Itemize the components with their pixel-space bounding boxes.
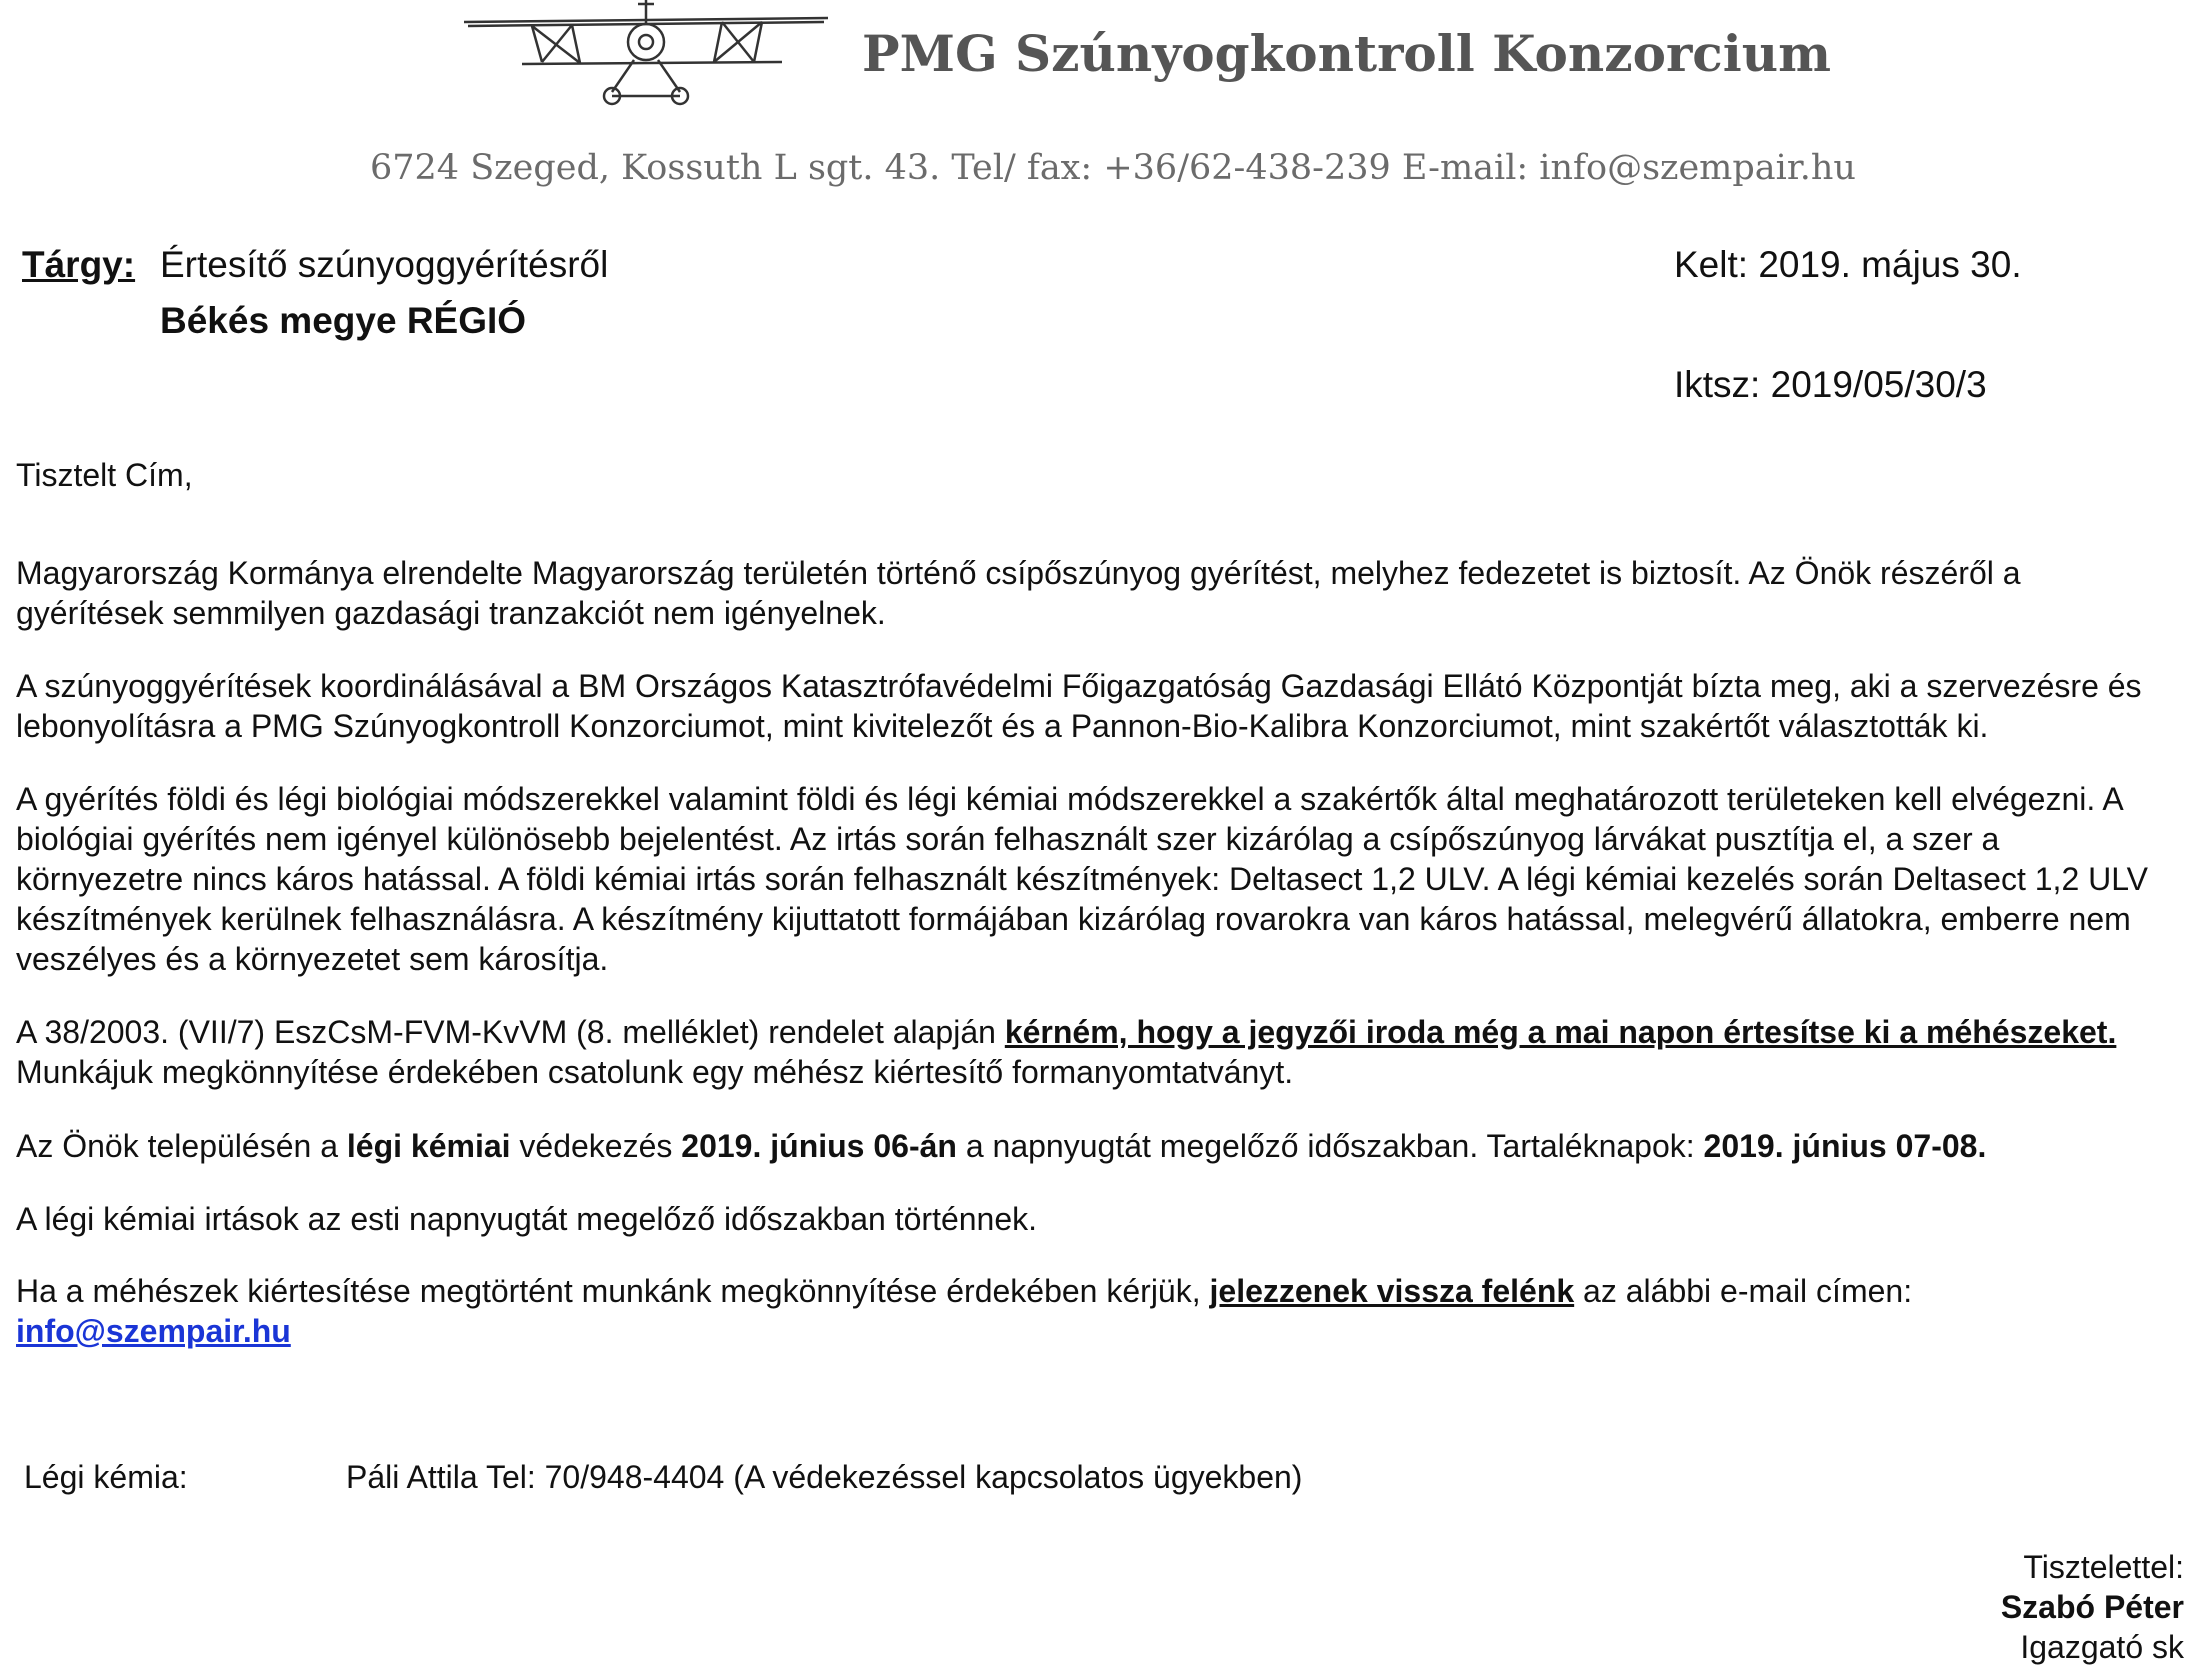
paragraph-4-text: A 38/2003. (VII/7) EszCsM-FVM-KvVM (8. melléklet) rendelet alapján: [16, 1014, 1005, 1050]
paragraph-4-emphasis: kérném, hogy a jegyzői iroda még a mai napon értesítse ki a méhészeket.: [1004, 1014, 2117, 1050]
paragraph-5: [16, 1126, 2166, 1166]
paragraph-5-text: Az Önök településén a: [16, 1128, 347, 1164]
paragraph-6: A légi kémiai irtások az esti napnyugtát megelőző időszakban történnek.: [16, 1201, 1038, 1237]
reference-number: Iktsz: 2019/05/30/3: [1674, 364, 1987, 405]
paragraph-7: [16, 1271, 2166, 1351]
signer-title: Igazgató sk: [2020, 1629, 2184, 1665]
contact-label: Légi kémia:: [24, 1459, 188, 1495]
signature-block: [2001, 1547, 2184, 1667]
paragraph-4-text-end: Munkájuk megkönnyítése érdekében csatolunk egy méhész kiértesítő formanyomtatványt.: [16, 1054, 1294, 1090]
subject-text: Értesítő szúnyoggyérítésről: [160, 244, 609, 285]
signer-name: Szabó Péter: [2000, 1589, 2184, 1625]
salutation: Tisztelt Cím,: [16, 457, 193, 493]
reserve-dates: 2019. június 07-08.: [1703, 1128, 1987, 1164]
paragraph-5-text-3: a napnyugtát megelőző időszakban. Tartaléknapok:: [956, 1128, 1704, 1164]
issue-date: Kelt: 2019. május 30.: [1674, 244, 2022, 285]
paragraph-7-text: Ha a méhészek kiértesítése megtörtént munkánk megkönnyítése érdekében kérjük,: [16, 1273, 1210, 1309]
biplane-icon: [462, 0, 830, 106]
method-emphasis: légi kémiai: [346, 1128, 511, 1164]
feedback-emphasis: jelezzenek vissza felénk: [1209, 1273, 1575, 1309]
company-name: PMG Szúnyogkontroll Konzorcium: [862, 24, 1831, 83]
paragraph-5-text-2: védekezés: [510, 1128, 682, 1164]
company-address: 6724 Szeged, Kossuth L sgt. 43. Tel/ fax: +36/62-438-239 E-mail: info@szempair.hu: [370, 148, 1856, 188]
email-link[interactable]: info@szempair.hu: [16, 1313, 291, 1349]
paragraph-7-text-end: az alábbi e-mail címen:: [1574, 1273, 1913, 1309]
region-title: Békés megye RÉGIÓ: [160, 300, 527, 341]
paragraph-3: A gyérítés földi és légi biológiai módszerekkel valamint földi és légi kémiai módszerekkel a szakértők által meghatározott területeken kell elvégezni. A biológiai gyérítés nem igényel különösebb bejelentést. Az irtás során felhasznált szer kizárólag a csípőszúnyog lárvákat pusztítja el, a szer a környezetre nincs káros hatással. A földi kémiai irtás során felhasznált készítmények: Deltasect 1,2 ULV. A légi kémiai kezelés során Deltasect 1,2 ULV készítmények kerülnek felhasználásra. A készítmény kijuttatott formájában kizárólag rovarokra van káros hatással, melegvérű állatokra, emberre nem veszélyes és a környezetet sem károsítja.: [16, 781, 2148, 977]
paragraph-2: A szúnyoggyérítések koordinálásával a BM Országos Katasztrófavédelmi Főigazgatóság Gazdasági Ellátó Központját bízta meg, aki a szervezésre és lebonyolításra a PMG Szúnyogkontroll Konzorciumot, mint kivitelezőt és a Pannon-Bio-Kalibra Konzorciumot, mint szakértőt választották ki.: [16, 668, 2142, 744]
contact-details: Páli Attila Tel: 70/948-4404 (A védekezéssel kapcsolatos ügyekben): [346, 1459, 1303, 1495]
subject-label: Tárgy:: [22, 244, 136, 285]
closing-greeting: Tisztelettel:: [2023, 1549, 2184, 1585]
treatment-date: 2019. június 06-án: [681, 1128, 957, 1164]
paragraph-4: [16, 1012, 2166, 1092]
paragraph-1: Magyarország Kormánya elrendelte Magyarország területén történő csípőszúnyog gyérítést, melyhez fedezetet is biztosít. Az Önök részéről a gyérítések semmilyen gazdasági tranzakciót nem igényelnek.: [16, 555, 2021, 631]
